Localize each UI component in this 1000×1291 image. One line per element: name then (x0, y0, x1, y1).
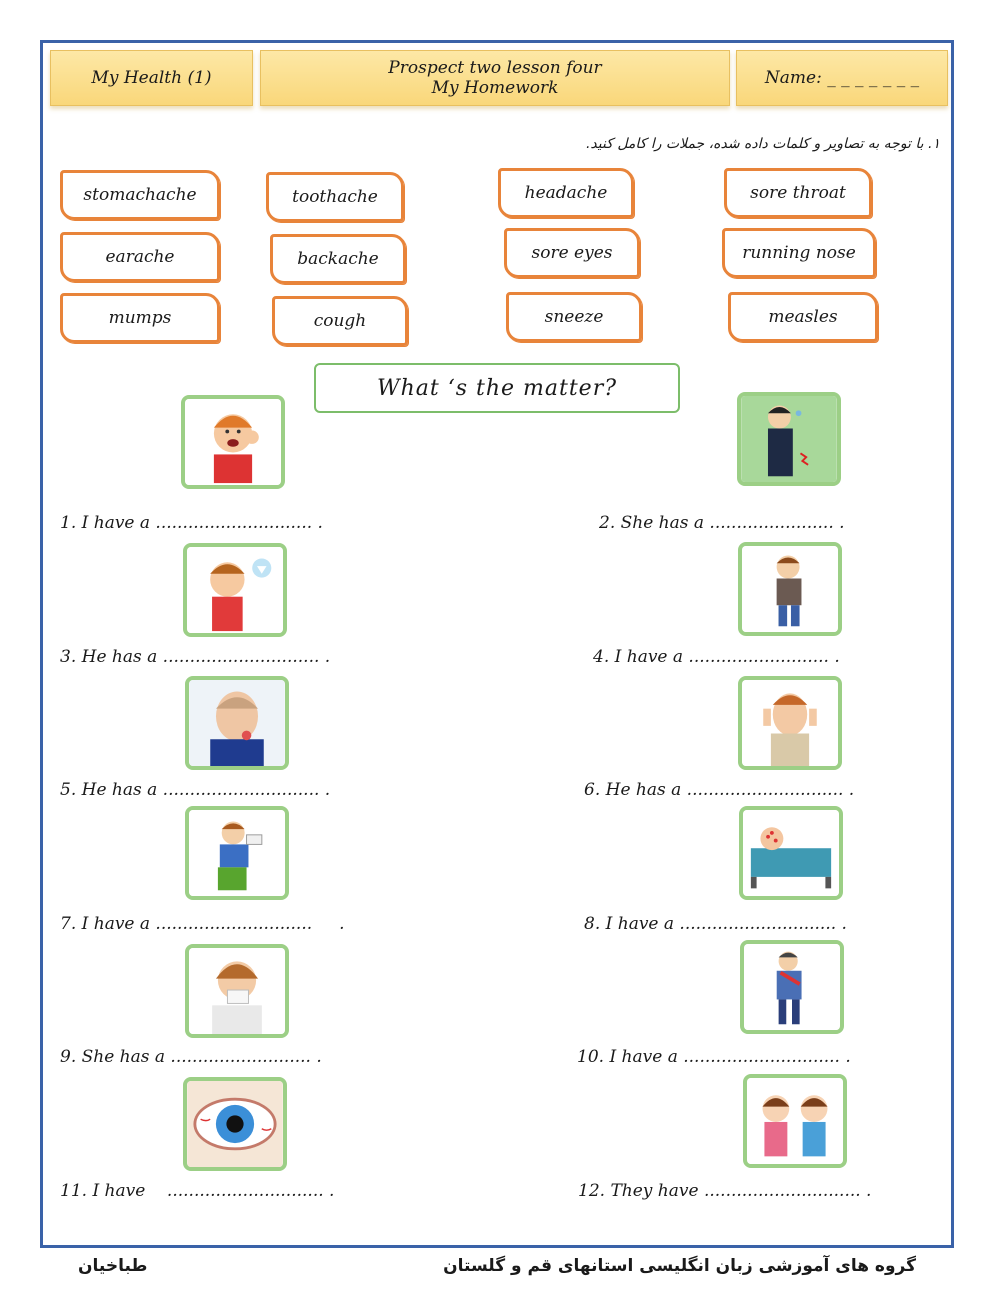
sentence-6[interactable]: 6. He has a ............................. . (584, 780, 855, 800)
sneeze-boy-icon (185, 806, 289, 900)
word-card: sneeze (506, 292, 642, 342)
sentence-8[interactable]: 8. I have a ............................. . (584, 914, 847, 934)
sentence-5[interactable]: 5. He has a ............................. . (60, 780, 331, 800)
instruction: ۱. با توجه به تصاویر و کلمات داده شده، جملات را کامل کنید. (585, 136, 940, 152)
word-card: sore eyes (504, 228, 640, 278)
word-card: toothache (266, 172, 404, 222)
sentence-7[interactable]: 7. I have a ............................. . (60, 914, 345, 934)
sore-eye-icon (183, 1077, 287, 1171)
headache-man-icon (738, 676, 842, 770)
word-card: earache (60, 232, 220, 282)
name-label: Name: _ _ _ _ _ _ _ (764, 68, 920, 88)
sentence-12[interactable]: 12. They have ............................. . (578, 1181, 872, 1201)
header-name-field[interactable] (736, 50, 948, 106)
word-card: mumps (60, 293, 220, 343)
sentence-9[interactable]: 9. She has a .......................... . (60, 1047, 322, 1067)
word-card: backache (270, 234, 406, 284)
backache-man-icon (737, 392, 841, 486)
measles-bed-icon (739, 806, 843, 900)
header-lesson-line1: Prospect two lesson four (388, 58, 602, 78)
sentence-3[interactable]: 3. He has a ............................. . (60, 647, 331, 667)
footer-group-credit: گروه های آموزشی زبان انگلیسی استانهای قم و گلستان (443, 1256, 916, 1276)
sentence-10[interactable]: 10. I have a ............................. . (577, 1047, 851, 1067)
word-card: sore throat (724, 168, 872, 218)
sentence-4[interactable]: 4. I have a .......................... . (593, 647, 840, 667)
running-nose-woman-icon (185, 944, 289, 1038)
sore-throat-man-icon (185, 676, 289, 770)
word-card: headache (498, 168, 634, 218)
stomachache-kid-icon (738, 542, 842, 636)
header-title (50, 50, 253, 106)
toothache-boy-icon (181, 395, 285, 489)
sentence-11[interactable]: 11. I have ............................. . (60, 1181, 335, 1201)
toothache-kid-icon (183, 543, 287, 637)
word-card: stomachache (60, 170, 220, 220)
word-card: measles (728, 292, 878, 342)
question-box: What ‘s the matter? (314, 363, 680, 413)
sentence-1[interactable]: 1. I have a ............................. . (60, 513, 323, 533)
word-card: cough (272, 296, 408, 346)
word-card: running nose (722, 228, 876, 278)
header-lesson (260, 50, 730, 106)
footer-author: طباخیان (78, 1256, 148, 1276)
cough-man-icon (740, 940, 844, 1034)
sentence-2[interactable]: 2. She has a ....................... . (599, 513, 845, 533)
crying-kids-icon (743, 1074, 847, 1168)
header-lesson-line2: My Homework (431, 78, 559, 98)
header-title-text: My Health (1) (91, 68, 212, 88)
